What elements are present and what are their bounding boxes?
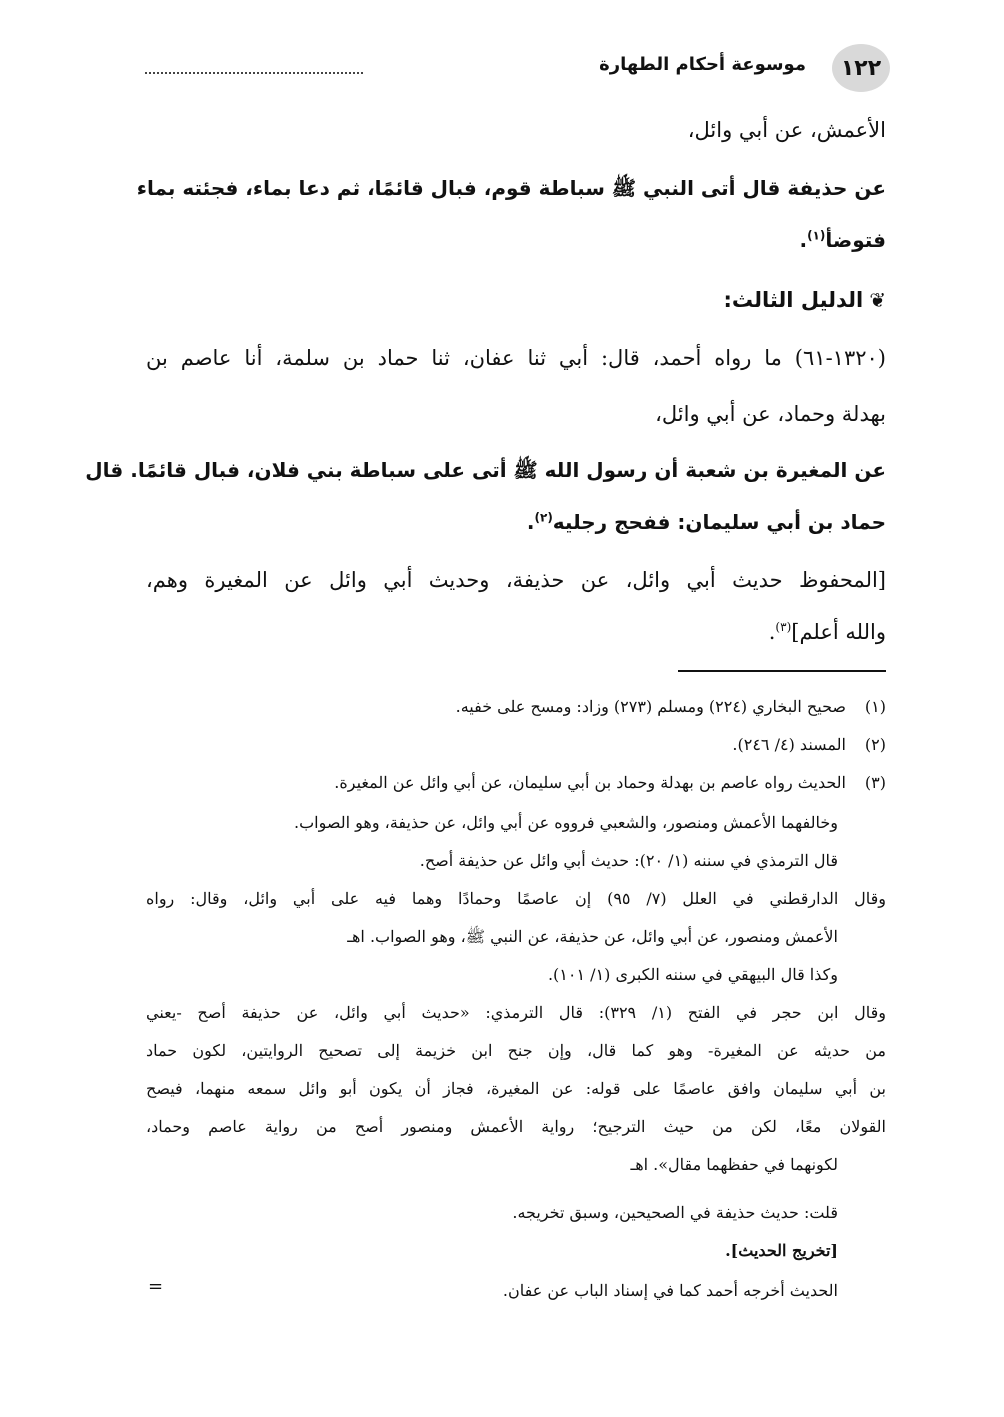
isnad-line: بهدلة وحماد، عن أبي وائل، [655,402,886,426]
footnote-3-line: وقال ابن حجر في الفتح (١/ ٣٢٩): قال الترمذي: «حديث أبي وائل، عن حذيفة أصح -يعني [146,1003,886,1022]
hadith-text-end: حماد بن أبي سليمان: ففحج رجليه$^{(٢)}$. [526,510,886,534]
footnote-separator [678,670,886,672]
running-title: موسوعة أحكام الطهارة [589,54,816,75]
continuation-mark: = [148,1276,164,1297]
footnote-3-line: الأعمش ومنصور، عن أبي وائل، عن حذيفة، عن النبي ﷺ، وهو الصواب. اهـ [347,927,838,946]
page-number: ١٢٢ [832,44,890,92]
footnote-3-line: قلت: حديث حذيفة في الصحيحين، وسبق تخريجه. [512,1203,838,1222]
hadith-text: عن المغيرة بن شعبة أن رسول الله ﷺ أتى على سباطة بني فلان، فبال قائمًا. قال [85,458,886,482]
footnote-3-line: الحديث أخرجه أحمد كما في إسناد الباب عن عفان. [502,1281,838,1300]
footnote-ref-3: (٣) [775,620,792,634]
verdict-line: [المحفوظ حديث أبي وائل، عن حذيفة، وحديث أبي وائل عن المغيرة وهم، [146,568,886,592]
isnad-line: (١٣٢٠-٦١) ما رواه أحمد، قال: أبي ثنا عفان، ثنا حماد بن سلمة، أنا عاصم بن [146,346,886,370]
footnote-3-line: بن أبي سليمان وافق عاصمًا على قوله: عن المغيرة، فجاز أن يكون أبو وائل سمعه منهما، فيصح [146,1079,886,1098]
hadith-text-end: فتوضأ$^{(١)}$. [799,228,886,252]
footnote-3: (٣)الحديث رواه عاصم بن بهدلة وحماد بن أبي سليمان، عن أبي وائل عن المغيرة. [334,773,886,792]
hadith-text: عن حذيفة قال أتى النبي ﷺ سباطة قوم، فبال قائمًا، ثم دعا بماء، فجئته بماء [136,176,886,200]
footnote-3-line: قال الترمذي في سننه (١/ ٢٠): حديث أبي وائل عن حذيفة أصح. [419,851,838,870]
footnote-3-line: القولان معًا، لكن من حيث الترجيح؛ رواية الأعمش ومنصور أصح من رواية عاصم وحماد، [146,1117,886,1136]
footnote-3-line: وقال الدارقطني في العلل (٧/ ٩٥) إن عاصمًا وحمادًا وهما فيه على أبي وائل، وقال: رواه [146,889,887,908]
footnote-3-line: وكذا قال البيهقي في سننه الكبرى (١/ ١٠١). [547,965,838,984]
footnote-1: (١)صحيح البخاري (٢٢٤) ومسلم (٢٧٣) وزاد: ومسح على خفيه. [455,697,886,716]
footnote-3-line: من حديثه عن المغيرة- وهو كما قال، وإن جنح ابن خزيمة إلى تصحيح الروايتين، لكون حماد [146,1041,886,1060]
body-line: الأعمش، عن أبي وائل، [687,118,886,142]
verdict-line-end: والله أعلم]$^{(٣)}$. [768,620,886,644]
footnote-ref-2: (٢) [534,510,553,525]
footnote-2: (٢)المسند (٤/ ٢٤٦). [732,735,886,754]
takhrij-heading: [تخريج الحديث]. [725,1241,838,1260]
page-header [145,42,890,98]
header-dotted-rule-left [145,72,363,74]
footnote-3-line: وخالفهما الأعمش ومنصور، والشعبي فرووه عن أبي وائل، عن حذيفة، وهو الصواب. [294,813,838,832]
ornament-icon: ❦ [869,288,886,312]
section-heading: ❦الدليل الثالث: [723,288,886,312]
footnote-3-line: لكونهما في حفظهما مقال». اهـ [630,1155,838,1174]
footnote-ref-1: (١) [807,228,826,243]
